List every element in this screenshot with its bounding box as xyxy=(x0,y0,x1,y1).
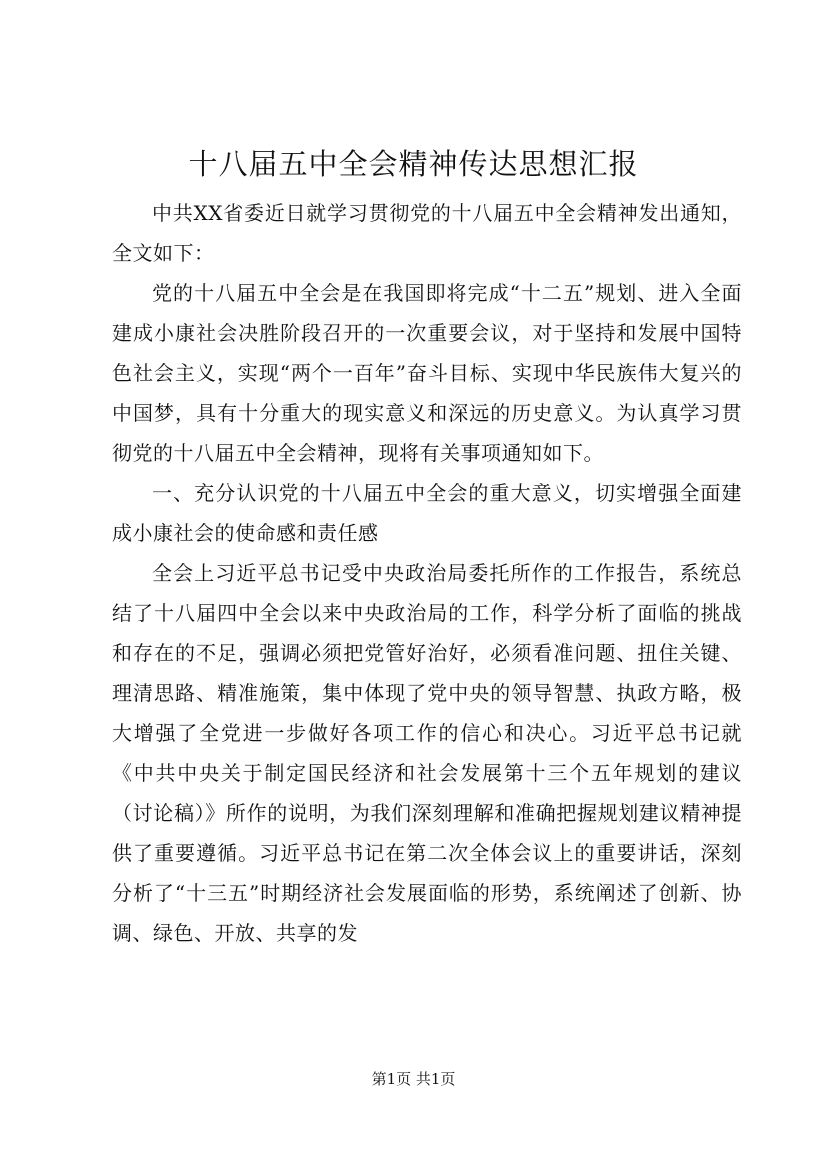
paragraph-work-report: 全会上习近平总书记受中央政治局委托所作的工作报告，系统总结了十八届四中全会以来中央政治局的工作，科学分析了面临的挑战和存在的不足，强调必须把党管好治好，必须看准问题、扭住关键、理清思路、精准施策，集中体现了党中央的领导智慧、执政方略，极大增强了全党进一步做好各项工作的信心和决心。习近平总书记就《中共中央关于制定国民经济和社会发展第十三个五年规划的建议（讨论稿）》所作的说明，为我们深刻理解和准确把握规划建议精神提供了重要遵循。习近平总书记在第二次全体会议上的重要讲话，深刻分析了“十三五”时期经济社会发展面临的形势，系统阐述了创新、协调、绿色、开放、共享的发 xyxy=(112,561,742,945)
document-title: 十八届五中全会精神传达思想汇报 xyxy=(188,147,639,181)
section-heading-one: 一、充分认识党的十八届五中全会的重大意义，切实增强全面建成小康社会的使命感和责任感 xyxy=(112,481,742,545)
paragraph-significance: 党的十八届五中全会是在我国即将完成“十二五”规划、进入全面建成小康社会决胜阶段召开的一次重要会议，对于坚持和发展中国特色社会主义，实现“两个一百年”奋斗目标、实现中华民族伟大复兴的中国梦，具有十分重大的现实意义和深远的历史意义。为认真学习贯彻党的十八届五中全会精神，现将有关事项通知如下。 xyxy=(112,281,742,465)
page-number-footer: 第1页 共1页 xyxy=(371,1070,456,1088)
document-body xyxy=(112,193,742,953)
paragraph-intro: 中共XX省委近日就学习贯彻党的十八届五中全会精神发出通知，全文如下： xyxy=(112,201,742,265)
